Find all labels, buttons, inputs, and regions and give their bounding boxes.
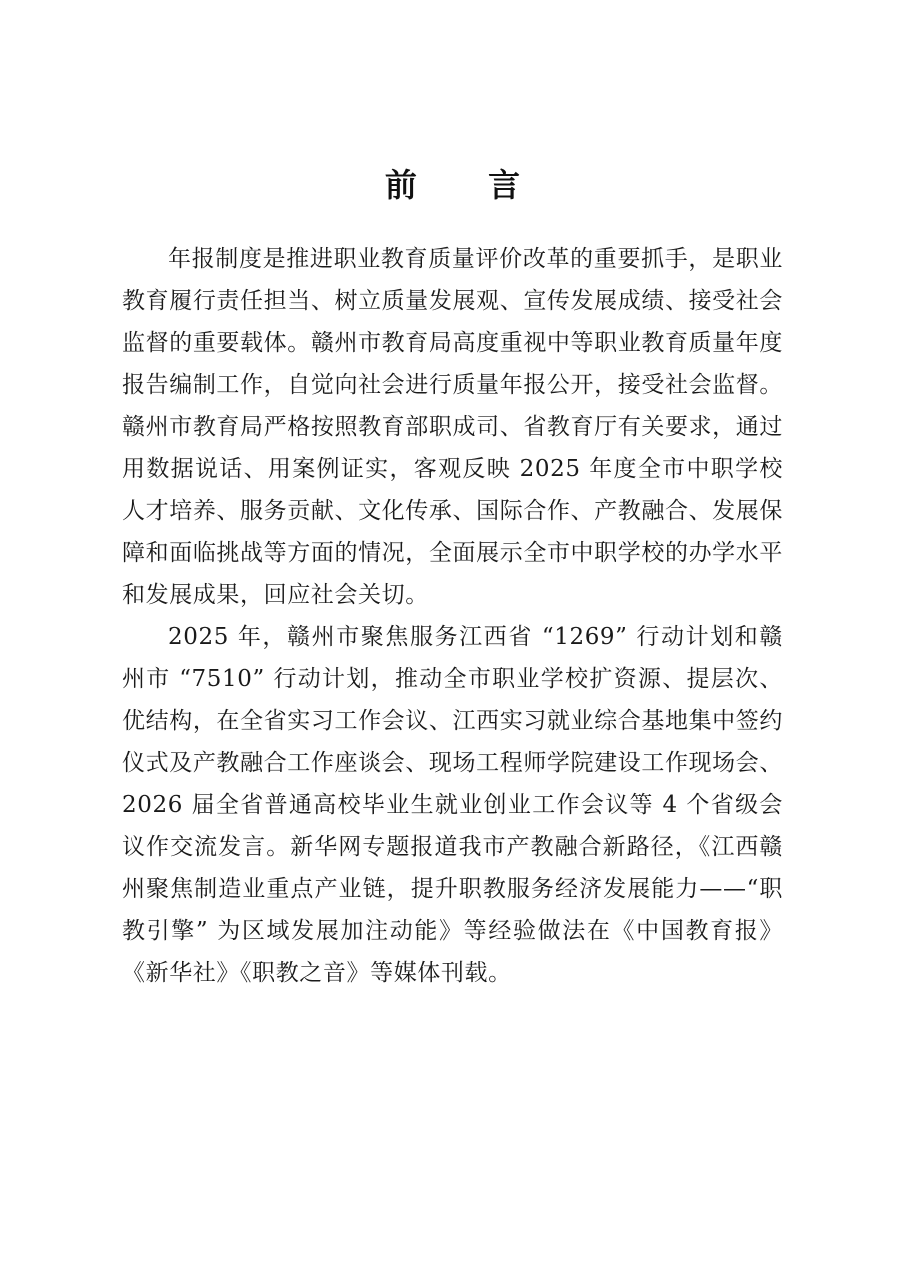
document-body: [122, 238, 783, 994]
paragraph-1: 年报制度是推进职业教育质量评价改革的重要抓手，是职业教育履行责任担当、树立质量发展观、宣传发展成绩、接受社会监督的重要载体。赣州市教育局高度重视中等职业教育质量年度报告编制工作，自觉向社会进行质量年报公开，接受社会监督。赣州市教育局严格按照教育部职成司、省教育厅有关要求，通过用数据说话、用案例证实，客观反映 2025 年度全市中职学校人才培养、服务贡献、文化传承、国际合作、产教融合、发展保障和面临挑战等方面的情况，全面展示全市中职学校的办学水平和发展成果，回应社会关切。: [122, 246, 783, 608]
page-title: 前 言: [384, 166, 551, 204]
paragraph-2: 2025 年，赣州市聚焦服务江西省 “1269” 行动计划和赣州市 “7510” 行动计划，推动全市职业学校扩资源、提层次、优结构，在全省实习工作会议、江西实习就业综合基地集中签约仪式及产教融合工作座谈会、现场工程师学院建设工作现场会、2026 届全省普通高校毕业生就业创业工作会议等 4 个省级会议作交流发言。新华网专题报道我市产教融合新路径，《江西赣州聚焦制造业重点产业链，提升职教服务经济发展能力——“职教引擎” 为区域发展加注动能》等经验做法在《中国教育报》《新华社》《职教之音》等媒体刊载。: [122, 624, 783, 986]
